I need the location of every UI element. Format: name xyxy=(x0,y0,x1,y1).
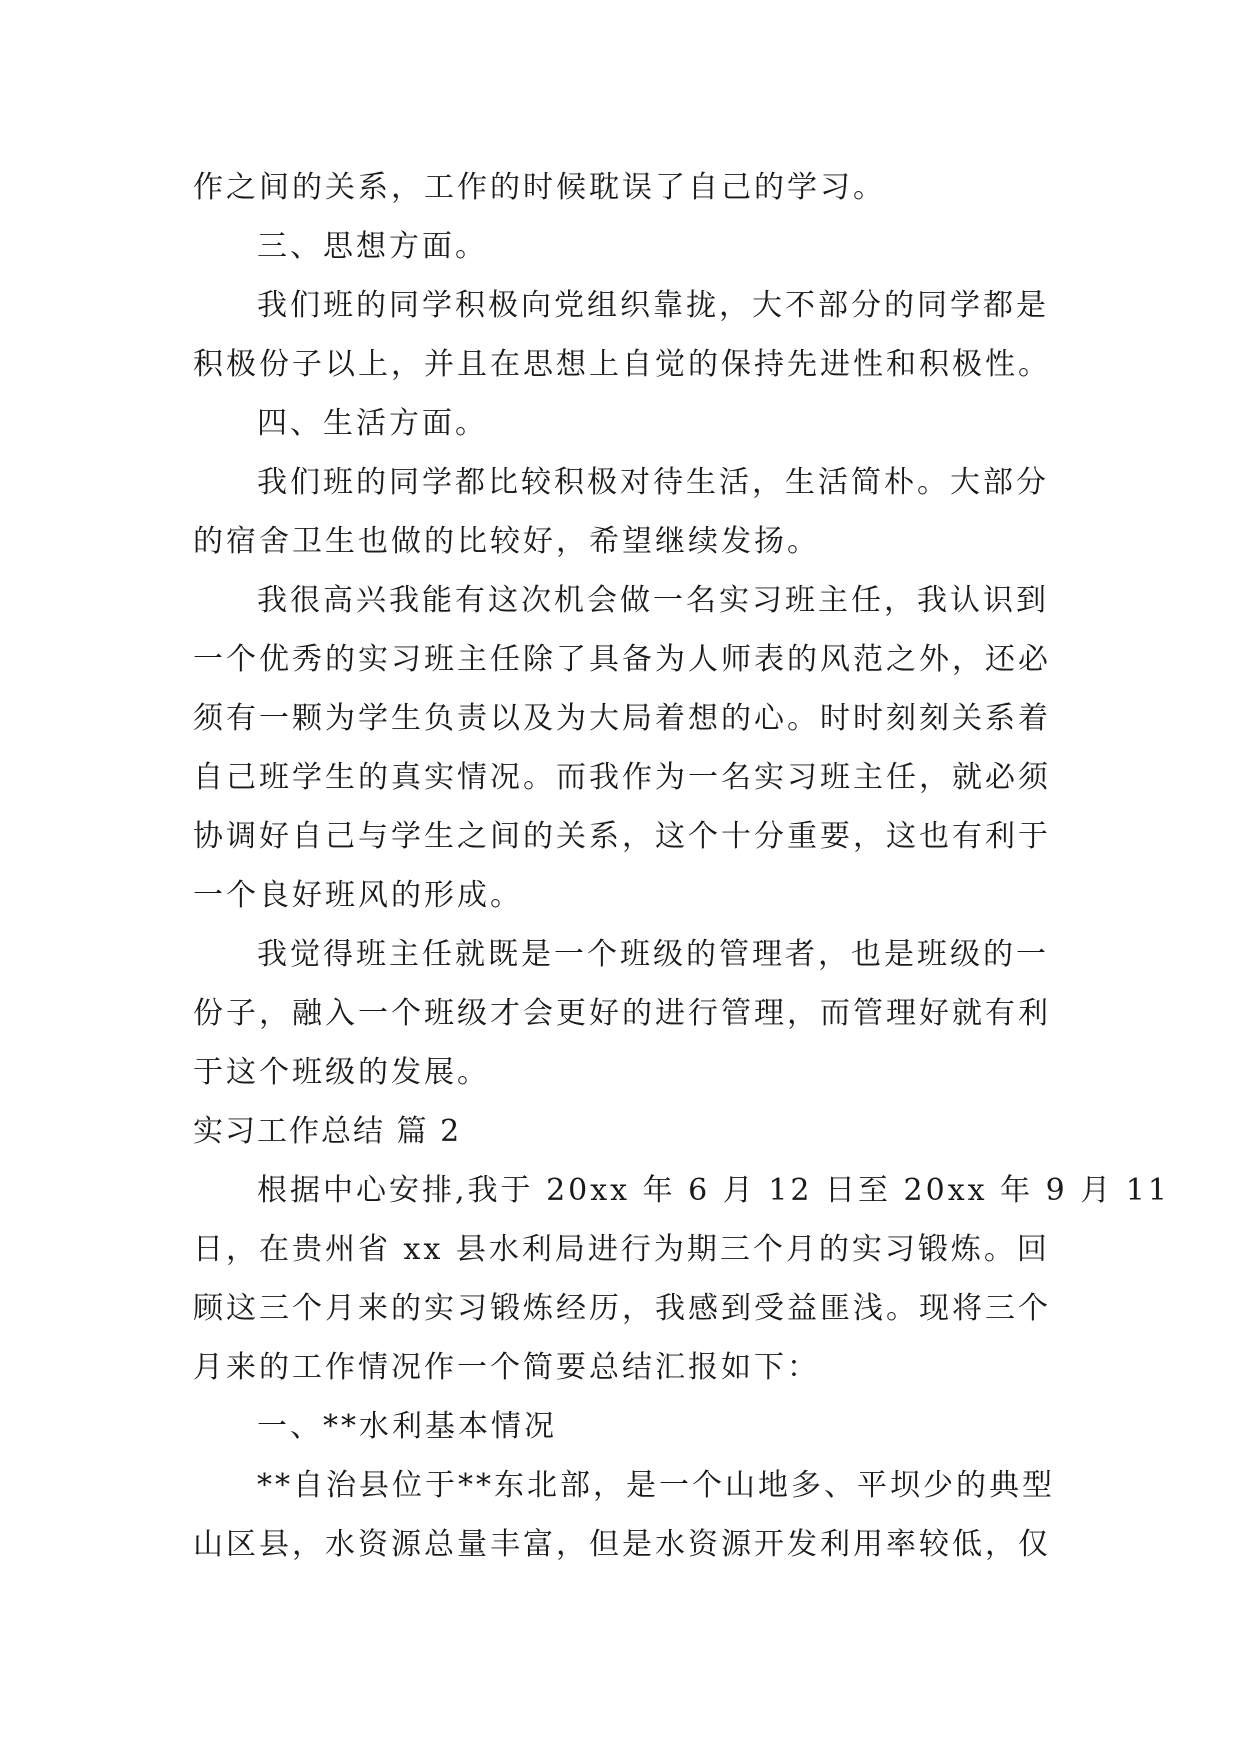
paragraph-line: 我们班的同学积极向党组织靠拢，大不部分的同学都是 xyxy=(257,288,1049,323)
paragraph-line: 的宿舍卫生也做的比较好，希望继续发扬。 xyxy=(193,524,820,559)
paragraph-line: 根据中心安排,我于 20xx 年 6 月 12 日至 20xx 年 9 月 11 xyxy=(257,1173,1170,1208)
paragraph-line: 于这个班级的发展。 xyxy=(193,1055,490,1090)
paragraph-line: 四、生活方面。 xyxy=(257,406,488,441)
paragraph-line: 月来的工作情况作一个简要总结汇报如下： xyxy=(193,1350,820,1385)
paragraph-line: 份子，融入一个班级才会更好的进行管理，而管理好就有利 xyxy=(193,996,1051,1031)
paragraph-line: 一个优秀的实习班主任除了具备为人师表的风范之外，还必 xyxy=(193,642,1051,677)
paragraph-line: 一个良好班风的形成。 xyxy=(193,878,523,913)
paragraph-line: 我们班的同学都比较积极对待生活，生活简朴。大部分 xyxy=(257,465,1049,500)
paragraph-line: 一、**水利基本情况 xyxy=(257,1409,557,1444)
paragraph-line: 日，在贵州省 xx 县水利局进行为期三个月的实习锻炼。回 xyxy=(193,1232,1050,1267)
paragraph-line: **自治县位于**东北部，是一个山地多、平坝少的典型 xyxy=(257,1468,1055,1503)
paragraph-line: 我觉得班主任就既是一个班级的管理者，也是班级的一 xyxy=(257,937,1049,972)
paragraph-line: 作之间的关系，工作的时候耽误了自己的学习。 xyxy=(193,170,886,205)
paragraph-line: 须有一颗为学生负责以及为大局着想的心。时时刻刻关系着 xyxy=(193,701,1051,736)
document-body xyxy=(193,158,1170,1574)
paragraph-line: 自己班学生的真实情况。而我作为一名实习班主任，就必须 xyxy=(193,760,1051,795)
section-heading: 实习工作总结 篇 2 xyxy=(193,1114,462,1149)
paragraph-line: 积极份子以上，并且在思想上自觉的保持先进性和积极性。 xyxy=(193,347,1051,382)
paragraph-line: 我很高兴我能有这次机会做一名实习班主任，我认识到 xyxy=(257,583,1049,618)
paragraph-line: 三、思想方面。 xyxy=(257,229,488,264)
paragraph-line: 协调好自己与学生之间的关系，这个十分重要，这也有利于 xyxy=(193,819,1051,854)
paragraph-line: 山区县，水资源总量丰富，但是水资源开发利用率较低，仅 xyxy=(193,1527,1051,1562)
paragraph-line: 顾这三个月来的实习锻炼经历，我感到受益匪浅。现将三个 xyxy=(193,1291,1051,1326)
